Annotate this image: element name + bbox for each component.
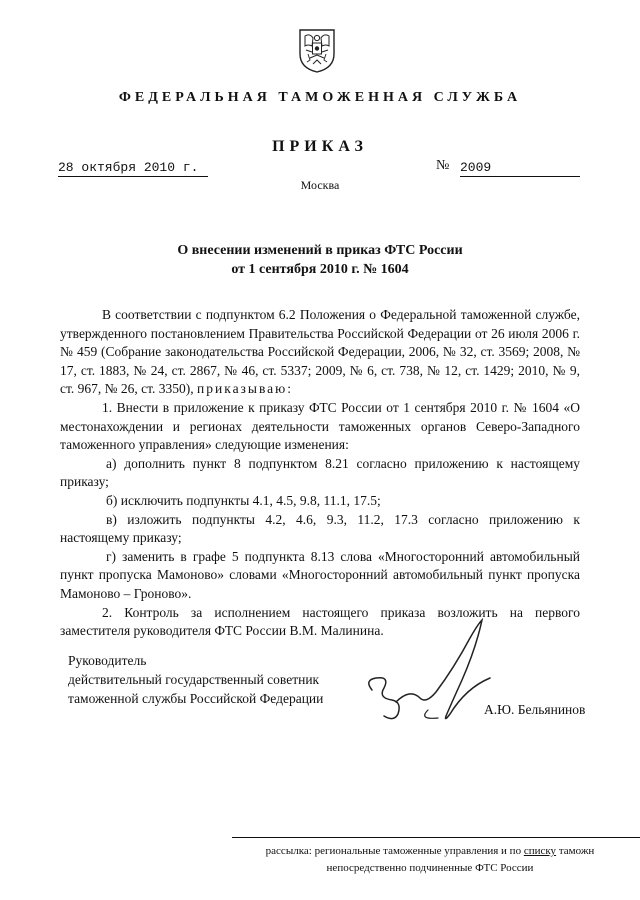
- subject-line-1: О внесении изменений в приказ ФТС России: [177, 243, 463, 258]
- city: Москва: [300, 178, 340, 192]
- document-type: ПРИКАЗ: [272, 138, 368, 155]
- distribution-text-pre: рассылка: региональные таможенные управления и по: [265, 845, 524, 857]
- item-1b: б) исключить подпункты 4.1, 4.5, 9.8, 11.1, 17.5;: [106, 492, 381, 508]
- order-number: 2009: [460, 160, 580, 177]
- item-1d: г) заменить в графе 5 подпункта 8.13 слова «Многосторонний автомобильный пункт пропуска Мамоново» словами «Многосторонний автомобильный пункт пропуска Мамоново – Гроново».: [60, 548, 580, 601]
- preamble-paragraph: [60, 306, 580, 399]
- signer-title-line-2: действительный государственный советник: [68, 672, 320, 687]
- signer-title-line-3: таможенной службы Российской Федерации: [68, 691, 324, 706]
- agency-name: ФЕДЕРАЛЬНАЯ ТАМОЖЕННАЯ СЛУЖБА: [118, 90, 522, 105]
- distribution-line-2: непосредственно подчиненные ФТС России: [326, 862, 534, 874]
- subject-line-2: от 1 сентября 2010 г. № 1604: [231, 262, 409, 277]
- order-date: 28 октября 2010 г.: [58, 160, 208, 177]
- distribution-text-post: таможн: [556, 845, 595, 857]
- order-word: приказываю:: [197, 381, 293, 397]
- signer-title-line-1: Руководитель: [68, 653, 147, 668]
- double-headed-eagle-emblem-icon: [296, 24, 338, 74]
- distribution-list: [220, 843, 640, 877]
- item-1a: а) дополнить пункт 8 подпунктом 8.21 согласно приложению к настоящему приказу;: [60, 455, 580, 490]
- number-sign: №: [436, 158, 450, 173]
- signer-name: А.Ю. Бельянинов: [484, 702, 586, 717]
- handwritten-signature: [358, 618, 508, 736]
- item-1c: в) изложить подпункты 4.2, 4.6, 9.3, 11.2, 17.3 согласно приложению к настоящему приказу;: [60, 511, 580, 546]
- distribution-divider: [232, 837, 640, 838]
- distribution-line-1: [220, 843, 640, 860]
- item-2: 2. Контроль за исполнением настоящего приказа возложить на первого заместителя руководителя ФТС России В.М. Малинина.: [60, 604, 580, 639]
- order-body: [60, 306, 580, 641]
- preamble-text: В соответствии с подпунктом 6.2 Положения о Федеральной таможенной службе, утвержденного постановлением Правительства Российской Федерации от 26 июля 2006 г. № 459 (Собрание законодательства Российской Федерации, 2006, № 32, ст. 3569; 2008, № 17, ст. 1883, № 24, ст. 2867, № 46, ст. 5337; 2009, № 6, ст. 738, № 12, ст. 1429; 2010, № 9, ст. 967, № 26, ст. 3350),: [60, 307, 580, 397]
- signer-title: [68, 651, 323, 708]
- item-1: 1. Внести в приложение к приказу ФТС России от 1 сентября 2010 г. № 1604 «О местонахождении и регионах деятельности таможенных органов Северо-Западного таможенного управления» следующие изменения:: [60, 399, 580, 453]
- order-subject: [0, 241, 640, 279]
- distribution-list-link: списку: [523, 845, 557, 857]
